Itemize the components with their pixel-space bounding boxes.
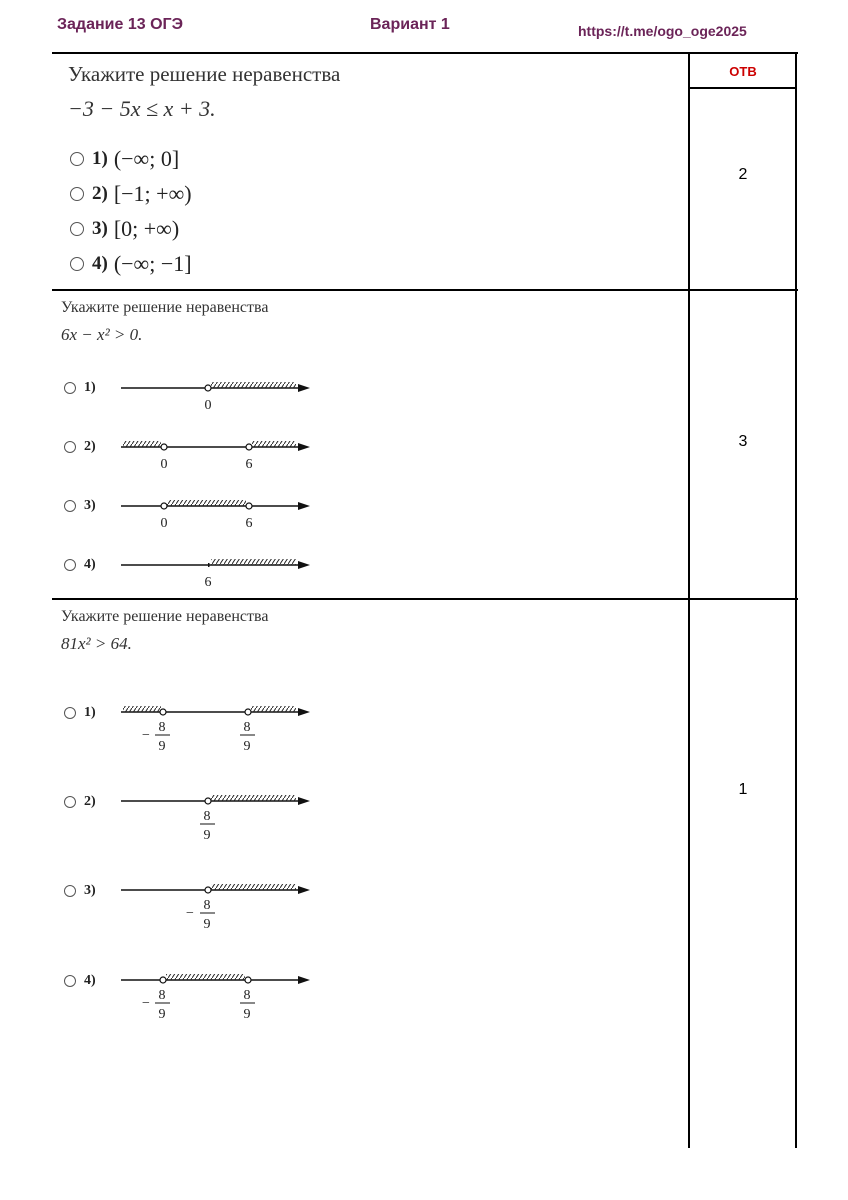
q2-inequality: 6x − x² > 0.: [61, 325, 143, 344]
answer-q2: 3: [738, 433, 748, 450]
fraction-numerator: 8: [158, 720, 166, 735]
option-interval: [0; +∞): [113, 216, 180, 241]
option-number: 3): [84, 498, 96, 513]
q2-title: Укажите решение неравенства: [61, 299, 269, 316]
option-number: 4): [84, 973, 96, 988]
fraction-numerator: 8: [203, 898, 211, 913]
q3-title: Укажите решение неравенства: [61, 608, 269, 625]
fraction-denominator: 9: [243, 739, 251, 754]
header-link[interactable]: https://t.me/ogo_oge2025: [578, 23, 747, 39]
answer-q1: 2: [738, 166, 748, 183]
minus-sign: −: [186, 906, 194, 921]
option-number: 2): [84, 439, 96, 454]
tick-label: 6: [245, 457, 253, 472]
option-number: 2): [92, 183, 108, 204]
fraction-numerator: 8: [203, 809, 211, 824]
answer-column-title: ОТВ: [729, 64, 757, 79]
fraction-denominator: 9: [203, 828, 211, 843]
header-variant: Вариант 1: [370, 16, 450, 33]
tick-label: 6: [245, 516, 253, 531]
tick-label: 6: [204, 575, 212, 590]
option-number: 1): [84, 380, 96, 395]
tick-label: 0: [204, 398, 212, 413]
q3-inequality: 81x² > 64.: [61, 634, 132, 653]
minus-sign: −: [142, 728, 150, 743]
option-number: 4): [92, 253, 108, 274]
tick-label: 0: [160, 457, 168, 472]
option-interval: [−1; +∞): [113, 181, 192, 206]
option-number: 2): [84, 794, 96, 809]
fraction-numerator: 8: [243, 720, 251, 735]
fraction-numerator: 8: [243, 988, 251, 1003]
option-number: 3): [84, 883, 96, 898]
fraction-denominator: 9: [158, 739, 166, 754]
option-number: 1): [84, 705, 96, 720]
header-task-title: Задание 13 ОГЭ: [57, 16, 183, 33]
fraction-denominator: 9: [203, 917, 211, 932]
answer-q3: 1: [738, 781, 748, 798]
q1-title: Укажите решение неравенства: [68, 62, 341, 86]
fraction-denominator: 9: [158, 1007, 166, 1022]
option-interval: (−∞; 0]: [113, 146, 180, 171]
option-interval: (−∞; −1]: [113, 251, 192, 276]
fraction-denominator: 9: [243, 1007, 251, 1022]
option-number: 1): [92, 148, 108, 169]
tick-label: 0: [160, 516, 168, 531]
option-number: 3): [92, 218, 108, 239]
q1-inequality: −3 − 5x ≤ x + 3.: [68, 96, 216, 121]
option-number: 4): [84, 557, 96, 572]
minus-sign: −: [142, 996, 150, 1011]
fraction-numerator: 8: [158, 988, 166, 1003]
